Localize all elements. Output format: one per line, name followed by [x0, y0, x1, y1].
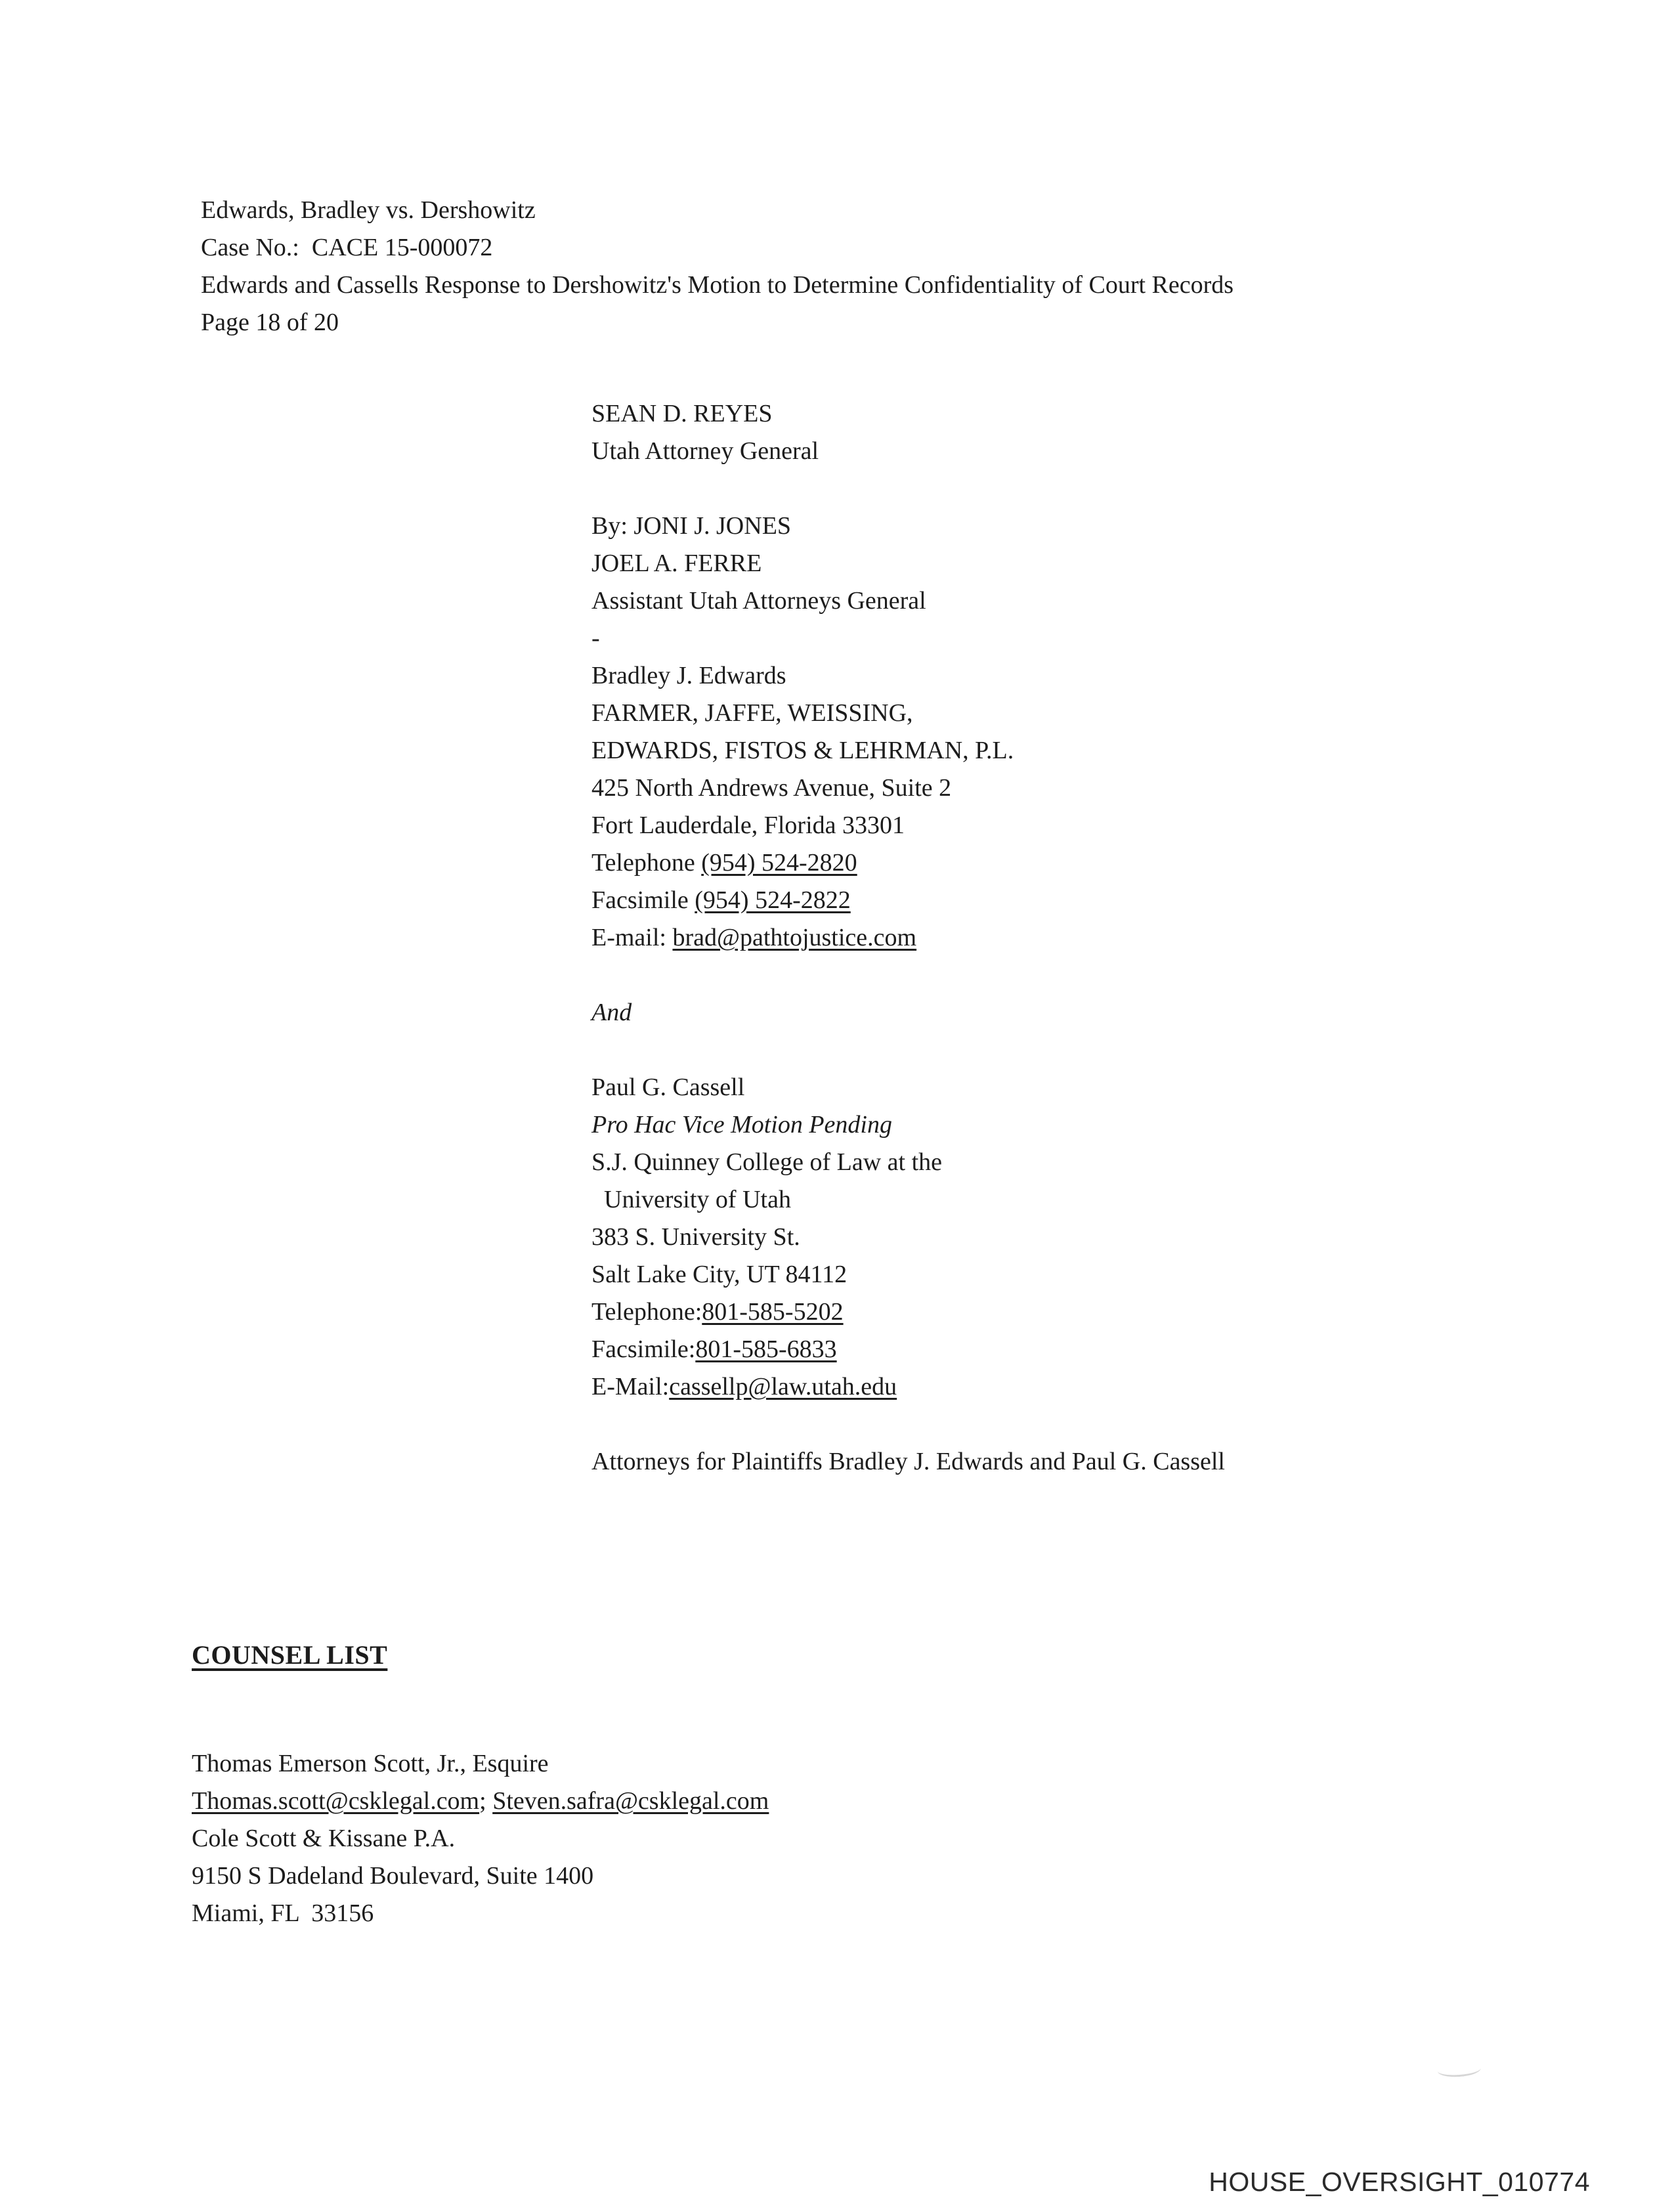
counsel-firm: Cole Scott & Kissane P.A. — [192, 1825, 456, 1852]
case-caption: Edwards, Bradley vs. Dershowitz — [201, 196, 536, 224]
edwards-email — [591, 919, 1225, 957]
counsel-email-separator: ; — [479, 1787, 493, 1815]
pro-hac-vice-note: Pro Hac Vice Motion Pending — [591, 1111, 892, 1139]
counsel-name: Thomas Emerson Scott, Jr., Esquire — [192, 1750, 549, 1777]
cassell-email — [591, 1368, 1225, 1406]
counsel-email-1: Thomas.scott@csklegal.com — [192, 1787, 480, 1815]
cassell-address-line2: Salt Lake City, UT 84112 — [591, 1261, 848, 1288]
firm-name-line1: FARMER, JAFFE, WEISSING, — [591, 699, 913, 727]
edwards-facsimile — [591, 882, 1225, 919]
telephone-number: (954) 524-2820 — [701, 849, 857, 877]
college-line1: S.J. Quinney College of Law at the — [591, 1148, 943, 1176]
email2-label: E-Mail: — [591, 1373, 670, 1400]
assistant-title: Assistant Utah Attorneys General — [591, 587, 926, 615]
college-line2: University of Utah — [591, 1186, 791, 1213]
facsimile-label: Facsimile — [591, 886, 695, 914]
ferre-name: JOEL A. FERRE — [591, 550, 762, 577]
case-header — [201, 192, 1234, 341]
scan-artifact — [1438, 2067, 1482, 2079]
cassell-name: Paul G. Cassell — [591, 1073, 745, 1101]
edwards-telephone — [591, 844, 1225, 882]
counsel-emails — [192, 1783, 769, 1820]
cassell-telephone — [591, 1293, 1225, 1331]
cassell-facsimile — [591, 1331, 1225, 1368]
counsel-list-heading: COUNSEL LIST — [192, 1640, 388, 1670]
bates-number: HOUSE_OVERSIGHT_010774 — [1209, 2167, 1590, 2197]
by-line: By: JONI J. JONES — [591, 512, 792, 540]
counsel-entry — [192, 1745, 769, 1932]
signature-block — [591, 395, 1225, 1481]
attorneys-for-line: Attorneys for Plaintiffs Bradley J. Edwards and Paul G. Cassell — [591, 1448, 1225, 1475]
cassell-address-line1: 383 S. University St. — [591, 1223, 800, 1251]
reyes-title: Utah Attorney General — [591, 437, 819, 465]
firm-address-line1: 425 North Andrews Avenue, Suite 2 — [591, 774, 952, 802]
edwards-name: Bradley J. Edwards — [591, 662, 786, 689]
email-label: E-mail: — [591, 924, 673, 951]
firm-name-line2: EDWARDS, FISTOS & LEHRMAN, P.L. — [591, 737, 1014, 764]
counsel-address-line2: Miami, FL 33156 — [192, 1899, 374, 1927]
email2-address: cassellp@law.utah.edu — [669, 1373, 897, 1400]
and-separator: And — [591, 999, 632, 1026]
counsel-address-line1: 9150 S Dadeland Boulevard, Suite 1400 — [192, 1862, 594, 1890]
stray-dash: - — [591, 624, 600, 652]
counsel-email-2: Steven.safra@csklegal.com — [492, 1787, 769, 1815]
facsimile2-number: 801-585-6833 — [695, 1335, 837, 1363]
telephone2-label: Telephone: — [591, 1298, 702, 1326]
telephone-label: Telephone — [591, 849, 702, 877]
reyes-name: SEAN D. REYES — [591, 400, 773, 427]
page-number: Page 18 of 20 — [201, 309, 339, 336]
facsimile2-label: Facsimile: — [591, 1335, 696, 1363]
document-title: Edwards and Cassells Response to Dershowitz's Motion to Determine Confidentiality of Court Records — [201, 271, 1234, 299]
email-address: brad@pathtojustice.com — [672, 924, 917, 951]
firm-address-line2: Fort Lauderdale, Florida 33301 — [591, 812, 905, 839]
case-number: Case No.: CACE 15-000072 — [201, 234, 493, 261]
facsimile-number: (954) 524-2822 — [695, 886, 851, 914]
telephone2-number: 801-585-5202 — [702, 1298, 844, 1326]
